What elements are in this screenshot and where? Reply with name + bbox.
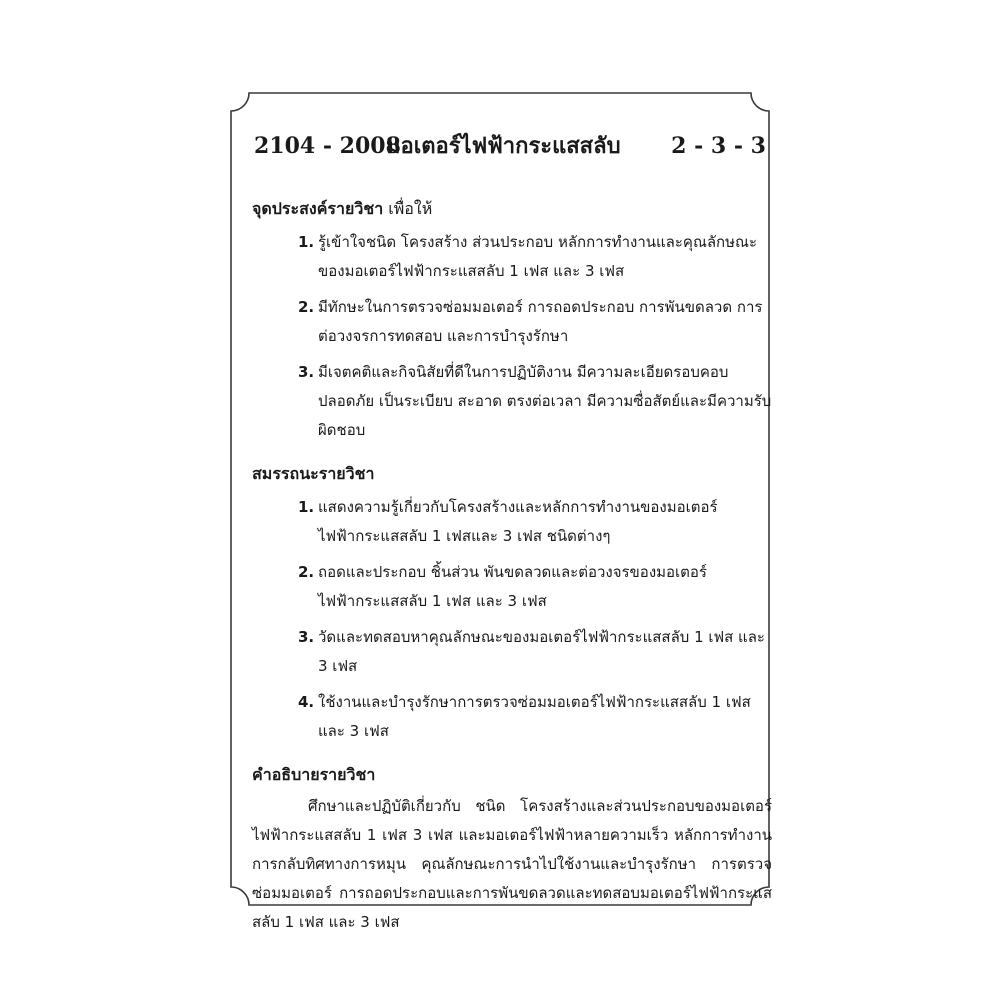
description-section <box>252 760 772 937</box>
description-text: ศึกษาและปฏิบัติเกี่ยวกับ ชนิด โครงสร้างและส่วนประกอบของมอเตอร์ไฟฟ้ากระแสสลับ 1 เฟส 3 เฟส และมอเตอร์ไฟฟ้าหลายความเร็ว หลักการทำงาน การกลับทิศทางการหมุน คุณลักษณะการนำไปใช้งานและบำรุงรักษา การตรวจซ่อมมอเตอร์ การถอดประกอบและการพันขดลวดและทดสอบมอเตอร์ไฟฟ้ากระแสสลับ 1 เฟส และ 3 เฟส <box>252 797 772 931</box>
list-item-number: 2. <box>298 563 315 581</box>
competencies-heading <box>252 459 772 489</box>
competencies-heading-label: สมรรถนะรายวิชา <box>252 464 375 483</box>
list-item-number: 4. <box>298 693 315 711</box>
description-heading <box>252 760 772 790</box>
list-item <box>252 493 772 551</box>
list-item-number: 3. <box>298 628 315 646</box>
page-content <box>252 128 772 937</box>
list-item-text: ใช้งานและบำรุงรักษาการตรวจซ่อมมอเตอร์ไฟฟ้ากระแสสลับ 1 เฟส และ 3 เฟส <box>318 693 751 740</box>
competencies-list <box>252 493 772 746</box>
list-item-text: มีทักษะในการตรวจซ่อมมอเตอร์ การถอดประกอบ การพันขดลวด การต่อวงจรการทดสอบ และการบำรุงรักษา <box>318 298 763 345</box>
list-item <box>252 228 772 286</box>
course-code: 2104 - 2008 <box>254 133 401 159</box>
course-title: มอเตอร์ไฟฟ้ากระแสสลับ <box>386 133 621 159</box>
list-item-text: มีเจตคติและกิจนิสัยที่ดีในการปฏิบัติงาน มีความละเอียดรอบคอบ ปลอดภัย เป็นระเบียบ สะอาด ตรงต่อเวลา มีความซื่อสัตย์และมีความรับผิดชอบ <box>318 363 772 439</box>
list-item <box>252 688 772 746</box>
list-item-text: ถอดและประกอบ ชิ้นส่วน พันขดลวดและต่อวงจรของมอเตอร์ไฟฟ้ากระแสสลับ 1 เฟส และ 3 เฟส <box>318 563 707 610</box>
list-item-number: 1. <box>298 498 315 516</box>
course-credits: 2 - 3 - 3 <box>671 133 766 159</box>
list-item <box>252 558 772 616</box>
list-item-number: 3. <box>298 363 315 381</box>
list-item <box>252 293 772 351</box>
objectives-section <box>252 194 772 445</box>
list-item-number: 1. <box>298 233 315 251</box>
objectives-heading-suffix: เพื่อให้ <box>388 199 433 218</box>
list-item-number: 2. <box>298 298 315 316</box>
list-item <box>252 358 772 445</box>
list-item-text: แสดงความรู้เกี่ยวกับโครงสร้างและหลักการทำงานของมอเตอร์ไฟฟ้ากระแสสลับ 1 เฟสและ 3 เฟส ชนิดต่างๆ <box>318 498 718 545</box>
course-header <box>252 128 772 168</box>
objectives-list <box>252 228 772 445</box>
objectives-heading <box>252 194 772 224</box>
list-item-text: รู้เข้าใจชนิด โครงสร้าง ส่วนประกอบ หลักการทำงานและคุณลักษณะของมอเตอร์ไฟฟ้ากระแสสลับ 1 เฟส และ 3 เฟส <box>318 233 757 280</box>
competencies-section <box>252 459 772 746</box>
list-item-text: วัดและทดสอบหาคุณลักษณะของมอเตอร์ไฟฟ้ากระแสสลับ 1 เฟส และ 3 เฟส <box>318 628 765 675</box>
list-item <box>252 623 772 681</box>
objectives-heading-label: จุดประสงค์รายวิชา <box>252 199 384 218</box>
description-heading-label: คำอธิบายรายวิชา <box>252 765 376 784</box>
